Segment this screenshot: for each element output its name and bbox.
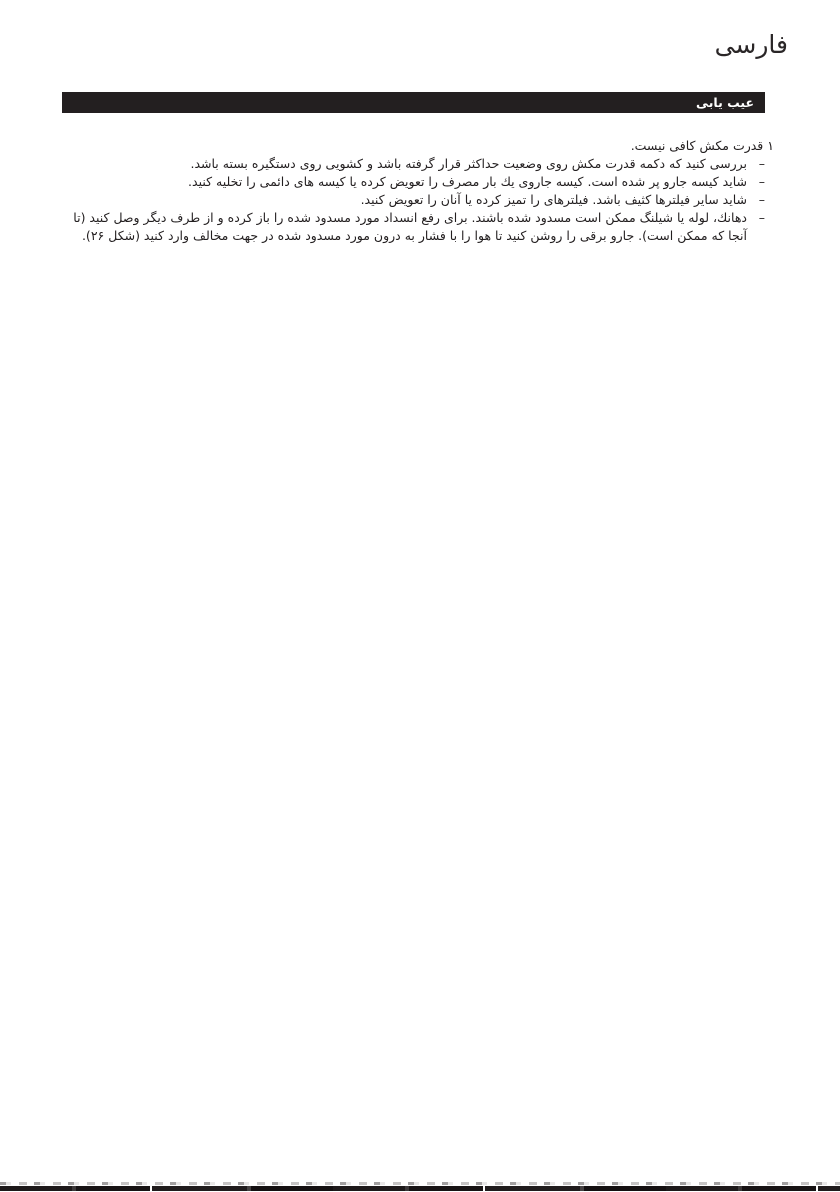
- bullet-text: بررسی کنید که دکمه قدرت مکش روی وضعیت حداکثر قرار گرفته باشد و کشویی روی دستگیره بسته باشد.: [190, 156, 747, 171]
- bullet-dash-marker: –: [758, 192, 765, 207]
- bullet-list: [62, 155, 765, 245]
- troubleshooting-section: [62, 137, 774, 245]
- section-bar: [62, 92, 765, 113]
- bullet-row: [62, 191, 765, 209]
- bullet-row: [62, 173, 765, 191]
- section-bar-title: عیب یابی: [696, 95, 754, 110]
- bullet-row: [62, 155, 765, 173]
- troubleshooting-item-number: ۱: [767, 138, 774, 153]
- bullet-text: دهانك، لوله یا شیلنگ ممکن است مسدود شده باشند. برای رفع انسداد مورد مسدود شده را باز کرده و از طرف دیگر وصل کنید (تا آنجا که ممکن است). جارو برقی را روشن کنید تا هوا را با فشار به درون مورد مسدود شده در جهت مخالف وارد کنید (شکل ۲۶).: [73, 210, 747, 243]
- bullet-dash-marker: –: [758, 210, 765, 225]
- scan-bottom-edge-artifact: [0, 1186, 840, 1191]
- bullet-dash-marker: –: [758, 174, 765, 189]
- language-heading: فارسی: [714, 30, 788, 59]
- troubleshooting-item-title: قدرت مکش کافی نیست.: [630, 138, 764, 153]
- troubleshooting-item-heading: [62, 137, 774, 155]
- bullet-text: شاید سایر فیلترها کثیف باشد. فیلترهای را تمیز کرده یا آنان را تعویض کنید.: [360, 192, 747, 207]
- scan-noise-artifact: [0, 1182, 840, 1185]
- bullet-row: [62, 209, 765, 245]
- bullet-dash-marker: –: [758, 156, 765, 171]
- bullet-text: شاید کیسه جارو پر شده است. کیسه جاروی یك بار مصرف را تعویض کرده یا کیسه های دائمی را تخلیه کنید.: [188, 174, 747, 189]
